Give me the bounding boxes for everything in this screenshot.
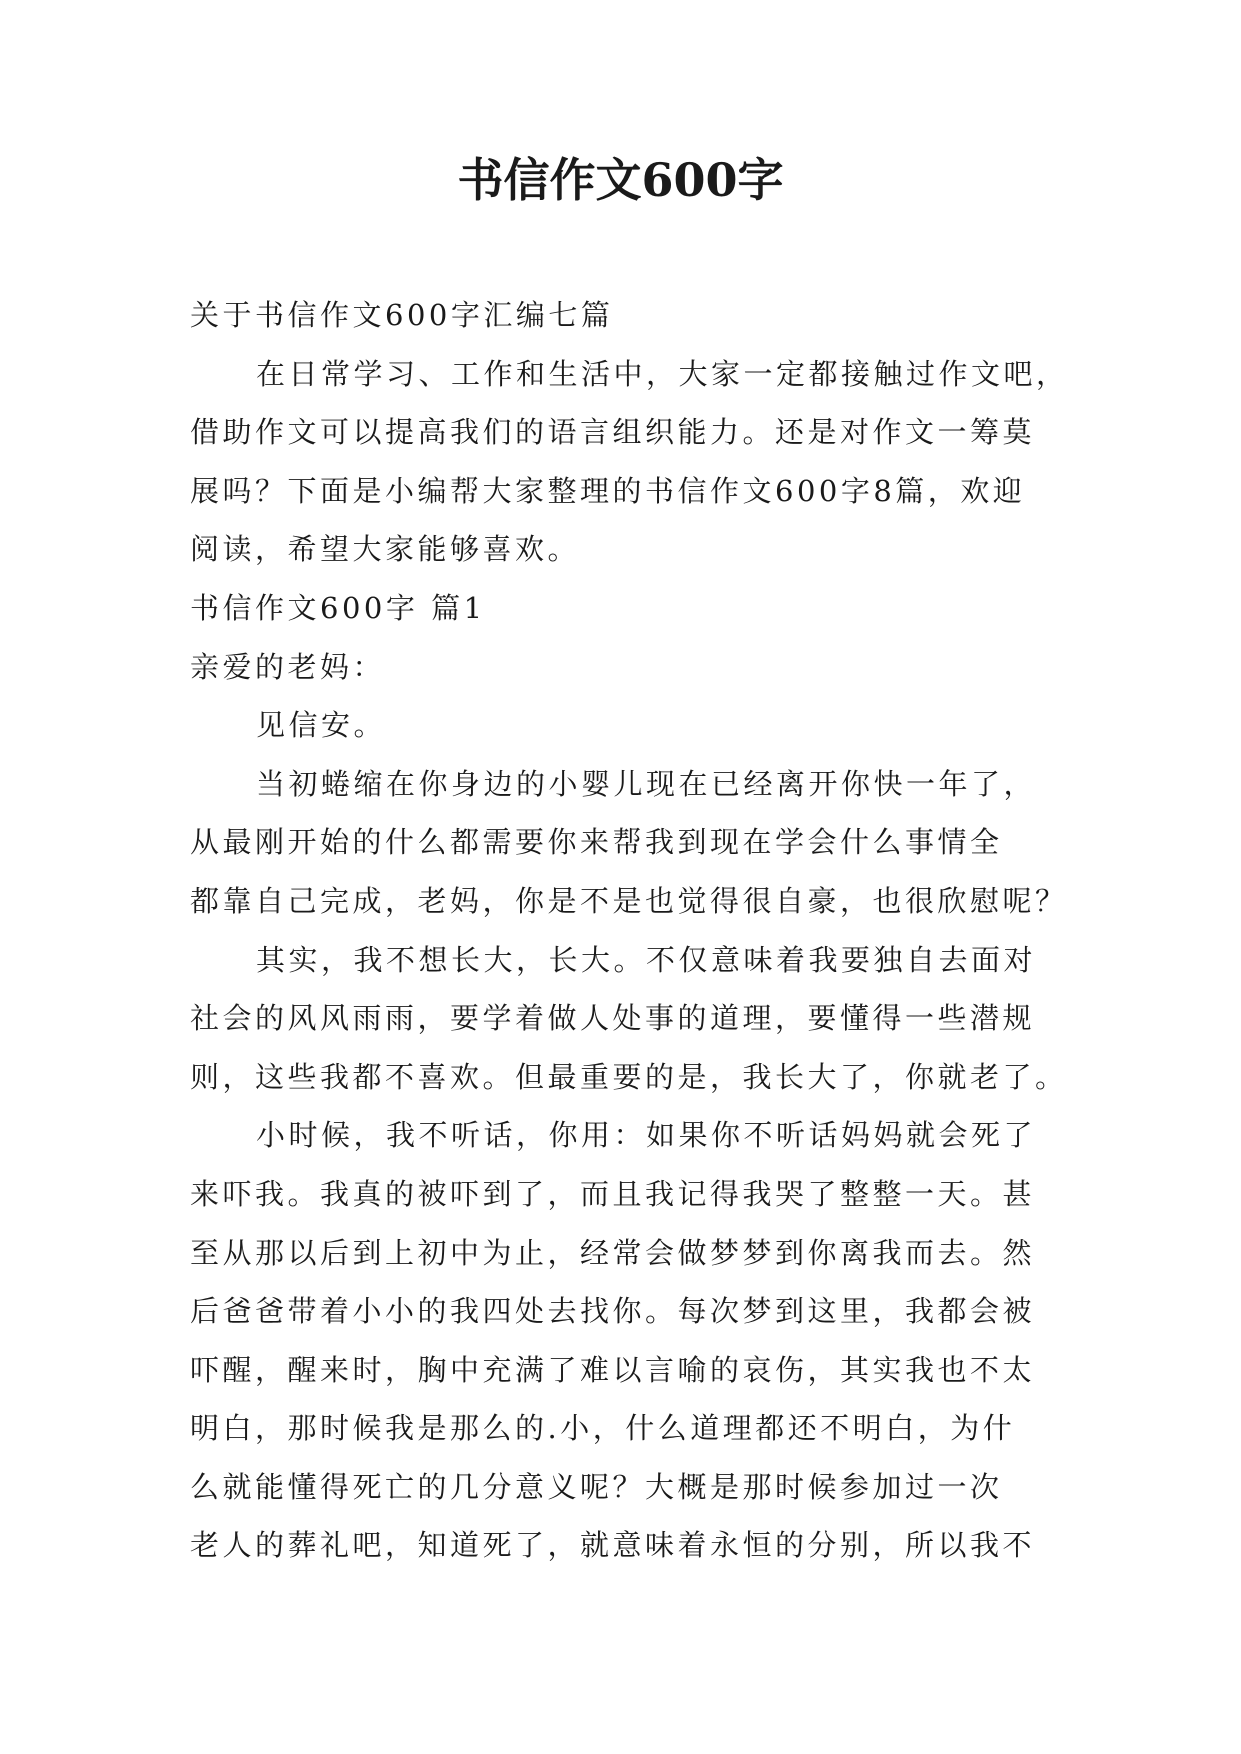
- section-heading: 书信作文600字 篇1: [190, 590, 486, 625]
- paragraph-line: 明白，那时候我是那么的.小，什么道理都还不明白，为什: [190, 1411, 1016, 1446]
- paragraph-line: 老人的葬礼吧，知道死了，就意味着永恒的分别，所以我不: [190, 1528, 1036, 1563]
- paragraph-line: 当初蜷缩在你身边的小婴儿现在已经离开你快一年了，: [256, 766, 1037, 801]
- paragraph-line: 来吓我。我真的被吓到了，而且我记得我哭了整整一天。甚: [190, 1176, 1036, 1211]
- paragraph-line: 其实，我不想长大，长大。不仅意味着我要独自去面对: [256, 942, 1037, 977]
- paragraph-line: 么就能懂得死亡的几分意义呢？大概是那时候参加过一次: [190, 1469, 1003, 1504]
- intro-line: 在日常学习、工作和生活中，大家一定都接触过作文吧，: [256, 356, 1069, 391]
- intro-line: 展吗？下面是小编帮大家整理的书信作文600字8篇，欢迎: [190, 473, 1026, 508]
- letter-greeting: 见信安。: [256, 708, 387, 743]
- intro-line: 阅读，希望大家能够喜欢。: [190, 532, 581, 567]
- paragraph-line: 后爸爸带着小小的我四处去找你。每次梦到这里，我都会被: [190, 1294, 1036, 1329]
- document-body: [190, 286, 1069, 1575]
- paragraph-line: 小时候，我不听话，你用：如果你不听话妈妈就会死了: [256, 1118, 1037, 1153]
- paragraph-line: 吓醒，醒来时，胸中充满了难以言喻的哀伤，其实我也不太: [190, 1352, 1036, 1387]
- paragraph-line: 社会的风风雨雨，要学着做人处事的道理，要懂得一些潜规: [190, 1001, 1036, 1036]
- paragraph-line: 从最刚开始的什么都需要你来帮我到现在学会什么事情全: [190, 825, 1003, 860]
- letter-salutation: 亲爱的老妈：: [190, 649, 386, 684]
- subtitle-line: 关于书信作文600字汇编七篇: [190, 298, 614, 332]
- paragraph-line: 都靠自己完成，老妈，你是不是也觉得很自豪，也很欣慰呢？: [190, 883, 1068, 918]
- paragraph-line: 则，这些我都不喜欢。但最重要的是，我长大了，你就老了。: [190, 1059, 1068, 1094]
- intro-line: 借助作文可以提高我们的语言组织能力。还是对作文一筹莫: [190, 415, 1036, 450]
- document-title: 书信作文600字: [457, 153, 784, 207]
- paragraph-line: 至从那以后到上初中为止，经常会做梦梦到你离我而去。然: [190, 1235, 1036, 1270]
